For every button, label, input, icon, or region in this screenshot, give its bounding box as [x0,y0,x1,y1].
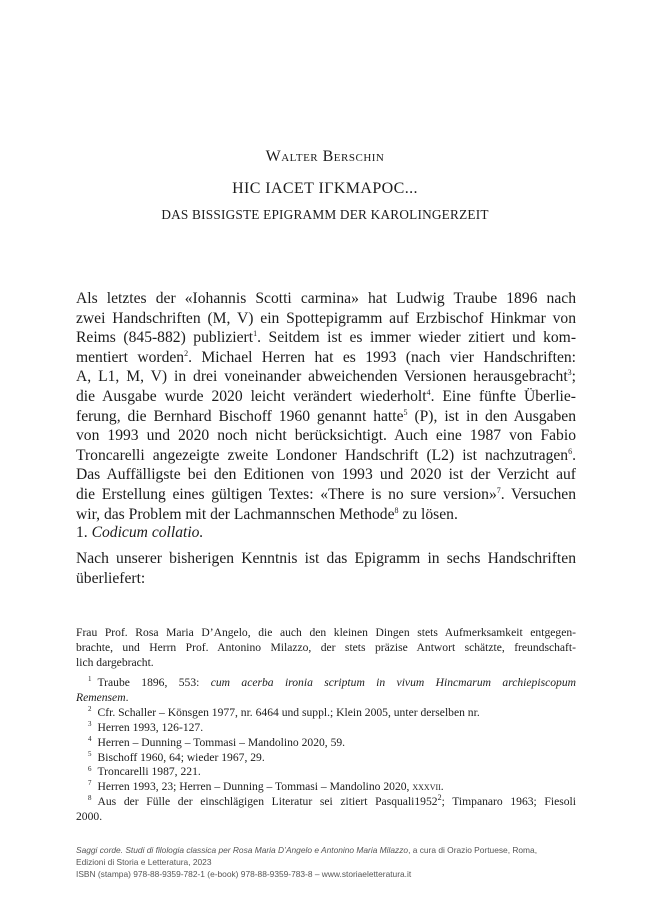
section-paragraph [76,549,576,588]
footnote-1-cont: Remensem. [76,690,129,704]
footnote-ref[interactable]: 8 [394,505,399,515]
body-line: überliefert: [76,569,146,587]
body-line: Als letztes der «Iohannis Scotti carmina» hat Ludwig Traube 1896 nach [76,290,576,307]
footnote-6: $^6$ Troncarelli 1987, 221. [88,764,201,779]
colophon-line: Edizioni di Storia e Letteratura, 2023 [76,857,212,867]
footnote-ref[interactable]: 6 [568,446,573,456]
body-line: wir, das Problem mit der Lachmannschen Methode$^8$ zu lösen. [76,505,458,523]
article-subtitle: DAS BISSIGSTE EPIGRAMM DER KAROLINGERZEIT [161,207,489,222]
footnote-7: $^7$ Herren 1993, 23; Herren – Dunning – Tommasi – Mandolino 2020, xxxvii. [88,779,444,794]
body-line: Reims (845-882) publiziert$^1$. Seitdem ist es immer wieder zitiert und kom- [76,329,577,347]
ack-line: brachte, und Herrn Prof. Antonino Milazzo, der stets präzise Antwort schätzte, freundschaft- [76,641,576,654]
body-line: Troncarelli angezeigte zweite Londoner Handschrift (L2) ist nachzutragen$^6$. [76,446,576,464]
colophon [76,844,576,880]
footnote-4: $^4$ Herren – Dunning – Tommasi – Mandolino 2020, 59. [88,734,346,749]
footnote-3: $^3$ Herren 1993, 126-127. [88,719,204,734]
acknowledgement-note [76,625,576,670]
body-paragraph [76,289,576,524]
footnote-ref[interactable]: 3 [567,368,572,378]
colophon-line: ISBN (stampa) 978-88-9359-782-1 (e-book) 978-88-9359-783-8 – www.storiaeletteratura.it [76,869,412,879]
body-line: Nach unserer bisherigen Kenntnis ist das Epigramm in sechs Handschriften [76,550,576,567]
footnote-8-cont: 2000. [76,810,103,824]
body-line: Das Auffälligste bei den Editionen von 1993 und 2020 ist der Verzicht auf [76,466,576,484]
footnote-ref[interactable]: 4 [426,387,431,397]
footnote-ref[interactable]: 1 [253,329,258,338]
body-line: ferung, die Bernhard Bischoff 1960 genannt hatte$^5$ (P), ist in den Ausgaben [76,407,576,425]
author-name: Walter Berschin [265,148,385,165]
footnote-2: $^2$ Cfr. Schaller – Könsgen 1977, nr. 6464 und suppl.; Klein 2005, unter derselben nr. [88,704,480,719]
body-line: von 1993 und 2020 noch nicht berücksichtigt. Auch eine 1987 von Fabio [76,427,576,445]
footnotes [76,676,576,825]
footnote-ref[interactable]: 5 [403,407,408,417]
footnote-8: $^8$ Aus der Fülle der einschlägigen Literatur sei zitiert Pasquali1952$^2$; Timpanaro 1963; Fiesoli [88,793,576,809]
article-title: HIC IACET IΓΚΜΑΡΟC... [232,180,418,197]
footnote-ref[interactable]: 2 [184,348,189,358]
footnote-5: $^5$ Bischoff 1960, 64; wieder 1967, 29. [88,749,265,764]
footnote-1: $^1$ Traube 1896, 553: cum acerba ironia scriptum in vivum Hincmarum archiepiscopum [88,675,576,689]
colophon-line: Saggi corde. Studi di filologia classica per Rosa Maria D’Angelo e Antonino Maria Milazzo, a cura di Orazio Portuese, Roma, [76,845,538,855]
body-line: die Erstellung eines gültigen Textes: «There is no sure version»$^7$. Versuchen [76,485,576,503]
ack-line: lich dargebracht. [76,656,154,669]
footnote-ref[interactable]: 7 [496,485,501,495]
section-heading: 1. Codicum collatio. [76,524,204,541]
body-line: A, L1, M, V) in drei voneinander abweichenden Versionen herausgebracht$^3$; [76,368,576,386]
body-line: die Ausgabe wurde 2020 leicht verändert wiederholt$^4$. Eine fünfte Überlie- [76,387,576,405]
ack-line: Frau Prof. Rosa Maria D’Angelo, die auch den kleinen Dingen stets Aufmerksamkeit entgegen- [76,626,576,639]
body-line: zwei Handschriften (M, V) ein Spottepigramm auf Erzbischof Hinkmar von [76,309,576,327]
body-line: mentiert worden$^2$. Michael Herren hat es 1993 (nach vier Handschriften: [76,348,577,366]
